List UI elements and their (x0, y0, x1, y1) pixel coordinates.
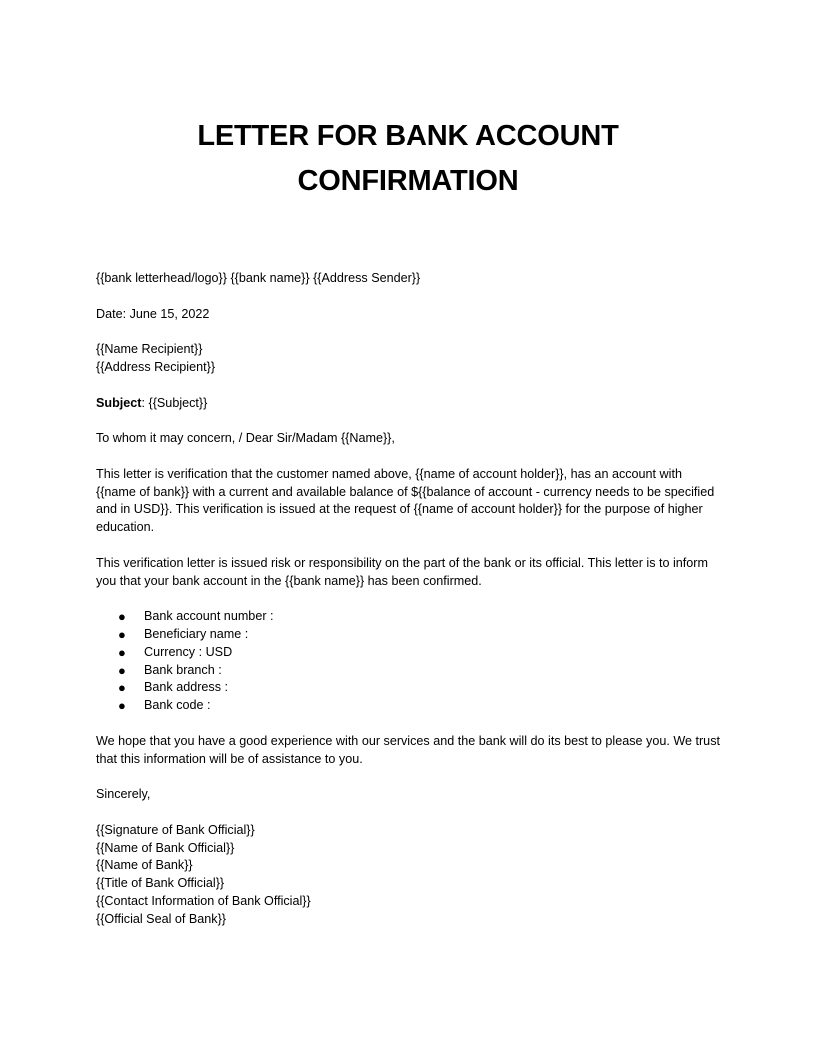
subject-value: : {{Subject}} (141, 395, 208, 410)
letter-date: Date: June 15, 2022 (96, 306, 210, 321)
bullet-icon: ● (118, 626, 126, 642)
list-item-text: Bank code : (144, 698, 211, 713)
title-line-2: CONFIRMATION (297, 165, 519, 197)
salutation: To whom it may concern, / Dear Sir/Madam {{Name}}, (96, 431, 395, 446)
letterhead: {{bank letterhead/logo}} {{bank name}} {{Address Sender}} (96, 271, 421, 285)
signature-line: {{Signature of Bank Official}} (96, 822, 255, 837)
subject-line (96, 395, 720, 413)
recipient-block (96, 341, 720, 377)
recipient-address: {{Address Recipient}} (96, 359, 216, 374)
list-item (96, 679, 720, 697)
paragraph-confirmation: This verification letter is issued risk or responsibility on the part of the bank or its official. This letter is to inform you that your bank account in the {{bank name}} has been confirmed. (96, 555, 708, 588)
list-item (96, 626, 720, 644)
signature-line: {{Title of Bank Official}} (96, 876, 225, 891)
paragraph-closing-remarks: We hope that you have a good experience with our services and the bank will do its best to please you. We trust that this information will be of assistance to you. (96, 733, 720, 766)
signature-line: {{Name of Bank Official}} (96, 840, 235, 855)
recipient-name: {{Name Recipient}} (96, 342, 203, 357)
bullet-icon: ● (118, 680, 126, 696)
list-item (96, 697, 720, 715)
bullet-icon: ● (118, 644, 126, 660)
signature-line: {{Official Seal of Bank}} (96, 911, 226, 926)
signature-line: {{Contact Information of Bank Official}} (96, 893, 311, 908)
subject-label: Subject (96, 395, 142, 410)
signature-block (96, 822, 720, 929)
letter-body (96, 270, 720, 928)
paragraph-verification: This letter is verification that the customer named above, {{name of account holder}}, has an account with {{name of bank}} with a current and available balance of ${{balance of account - currency needs to be specified and in USD}}. This verification is issued at the request of {{name of account holder}} for the purpose of higher education. (96, 466, 715, 535)
list-item-text: Bank branch : (144, 662, 222, 677)
document-title (120, 114, 696, 204)
signature-line: {{Name of Bank}} (96, 858, 193, 873)
title-line-1: LETTER FOR BANK ACCOUNT (197, 120, 619, 152)
list-item-text: Beneficiary name : (144, 626, 249, 641)
list-item-text: Currency : USD (144, 644, 233, 659)
list-item (96, 662, 720, 680)
list-item (96, 644, 720, 662)
list-item (96, 608, 720, 626)
bullet-icon: ● (118, 662, 126, 678)
account-details-list (96, 608, 720, 715)
list-item-text: Bank account number : (144, 609, 274, 624)
bullet-icon: ● (118, 609, 126, 625)
closing: Sincerely, (96, 787, 151, 802)
list-item-text: Bank address : (144, 680, 229, 695)
bullet-icon: ● (118, 698, 126, 714)
